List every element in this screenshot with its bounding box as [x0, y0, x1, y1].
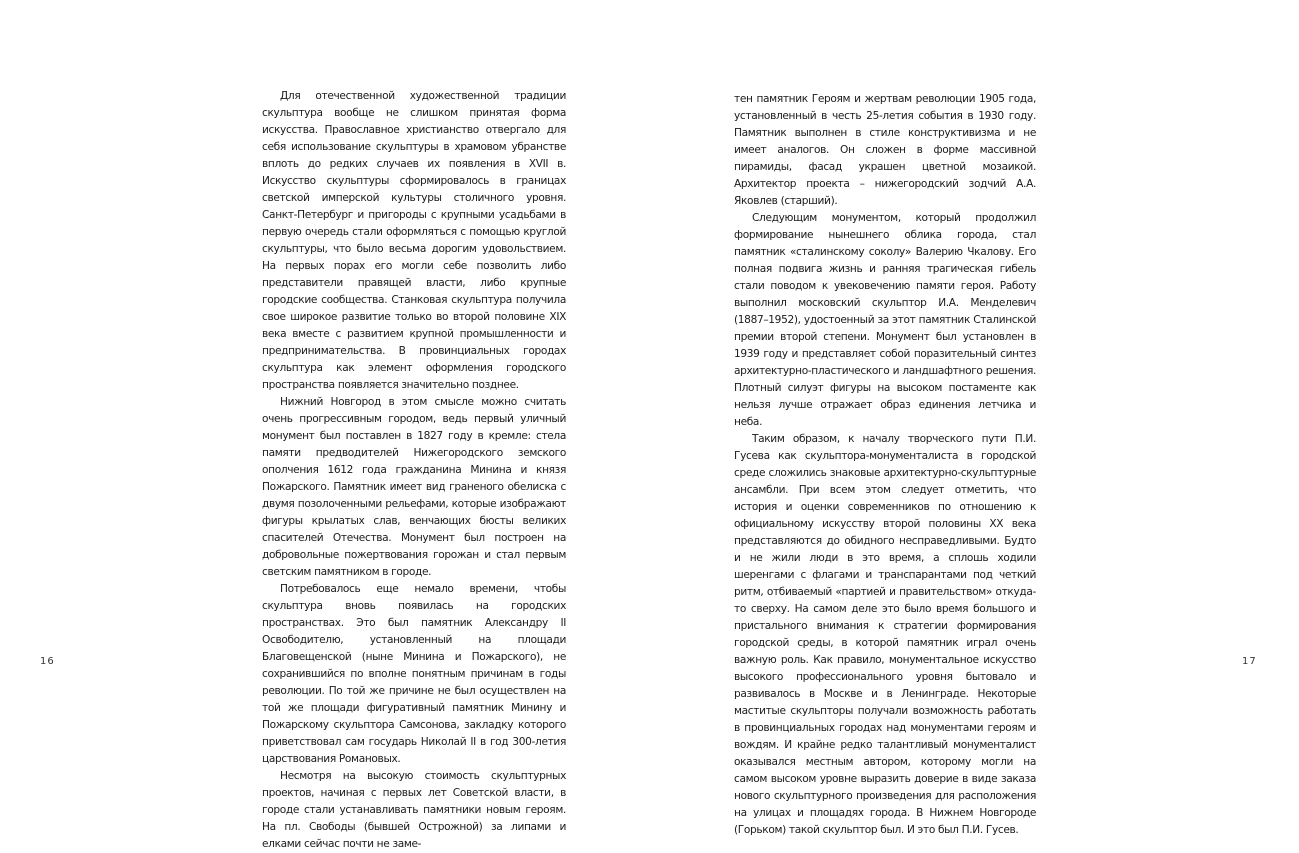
paragraph: Нижний Новгород в этом смысле можно считать очень прогрессивным городом, ведь первый уличный монумент был поставлен в 1827 году в кремле: стела памяти предводителей Нижегородского земского ополчения 1612 года гражданина Минина и князя Пожарского. Памятник имеет вид граненого обелиска с двумя позолоченными рельефами, которые изображают фигуры крылатых слав, венчающих бюсты великих спасителей Отечества. Монумент был построен на добровольные пожертвования горожан и стал первым светским памятником в городе. [262, 396, 566, 578]
paragraph: Таким образом, к началу творческого пути П.И. Гусева как скульптора-монументалиста в городской среде сложились знаковые архитектурно-скульптурные ансамбли. При всем этом следует отметить, что история и оценки современников по отношению к официальному искусству второй половины XX века представляются до обидного несправедливыми. Будто и не жили люди в это время, а сплошь ходили шеренгами с флагами и транспарантами под четкий ритм, отбиваемый «партией и правительством» откуда-то сверху. На самом деле это было время большого и пристального внимания к стратегии формирования городской среды, в которой памятник играл очень важную роль. Как правило, монументальное искусство высокого профессионального уровня бытовало и развивалось в Москве и в Ленинграде. Некоторые маститые скульпторы получали возможность работать в провинциальных городах над монументами героям и вождям. И крайне редко талантливый монументалист оказывался местным автором, которому могли на самом высоком уровне выразить доверие в виде заказа нового скульптурного произведения для расположения на улицах и площадях города. В Нижнем Новгороде (Горьком) такой скульптор был. И это был П.И. Гусев. [734, 433, 1036, 836]
paragraph: Несмотря на высокую стоимость скульптурных проектов, начиная с первых лет Советской власти, в городе стали устанавливать памятники новым героям. На пл. Свободы (бывшей Острожной) за липами и елками сейчас почти не заме- [262, 770, 566, 850]
right-page-text [734, 91, 1036, 839]
paragraph-continuation: тен памятник Героям и жертвам революции 1905 года, установленный в честь 25-летия события в 1930 году. Памятник выполнен в стиле конструктивизма и не имеет аналогов. Он сложен в форме массивной пирамиды, фасад украшен цветной мозаикой. Архитектор проекта – нижегородский зодчий А.А. Яковлев (старший). [734, 93, 1036, 207]
paragraph: Потребовалось еще немало времени, чтобы скульптура вновь появилась на городских пространствах. Это был памятник Александру II Освободителю, установленный на площади Благовещенской (ныне Минина и Пожарского), не сохранившийся по вполне понятным причинам в годы революции. По той же причине не был осуществлен на той же площади фигуративный памятник Минину и Пожарскому скульптора Самсонова, закладку которого приветствовал сам государь Николай II в год 300-летия царствования Романовых. [262, 583, 566, 765]
paragraph: Следующим монументом, который продолжил формирование нынешнего облика города, стал памятник «сталинскому соколу» Валерию Чкалову. Его полная подвига жизнь и ранняя трагическая гибель стали поводом к увековечению памяти героя. Работу выполнил московский скульптор И.А. Менделевич (1887–1952), удостоенный за этот памятник Сталинской премии второй степени. Монумент был установлен в 1939 году и представляет собой поразительный синтез архитектурно-пластического и ландшафтного решения. Плотный силуэт фигуры на высоком постаменте как нельзя лучше отражает образ единения летчика и неба. [734, 212, 1036, 428]
left-page-text [262, 88, 566, 853]
page-number: 16 [40, 656, 55, 667]
paragraph: Для отечественной художественной традиции скульптура вообще не слишком принятая форма искусства. Православное христианство отвергало для себя использование скульптуры в храмовом убранстве вплоть до редких случаев их появления в XVII в. Искусство скульптуры сформировалось в границах светской имперской культуры столичного уровня. Санкт-Петербург и пригороды с крупными усадьбами в первую очередь стали оформляться с помощью круглой скульптуры, что было весьма дорогим удовольствием. На первых порах его могли себе позволить либо представители правящей власти, либо крупные городские сообщества. Станковая скульптура получила свое широкое развитие только во второй половине XIX века вместе с развитием крупной промышленности и предпринимательства. В провинциальных городах скульптура как элемент оформления городского пространства появляется значительно позднее. [262, 90, 566, 391]
page-number: 17 [1242, 656, 1257, 667]
